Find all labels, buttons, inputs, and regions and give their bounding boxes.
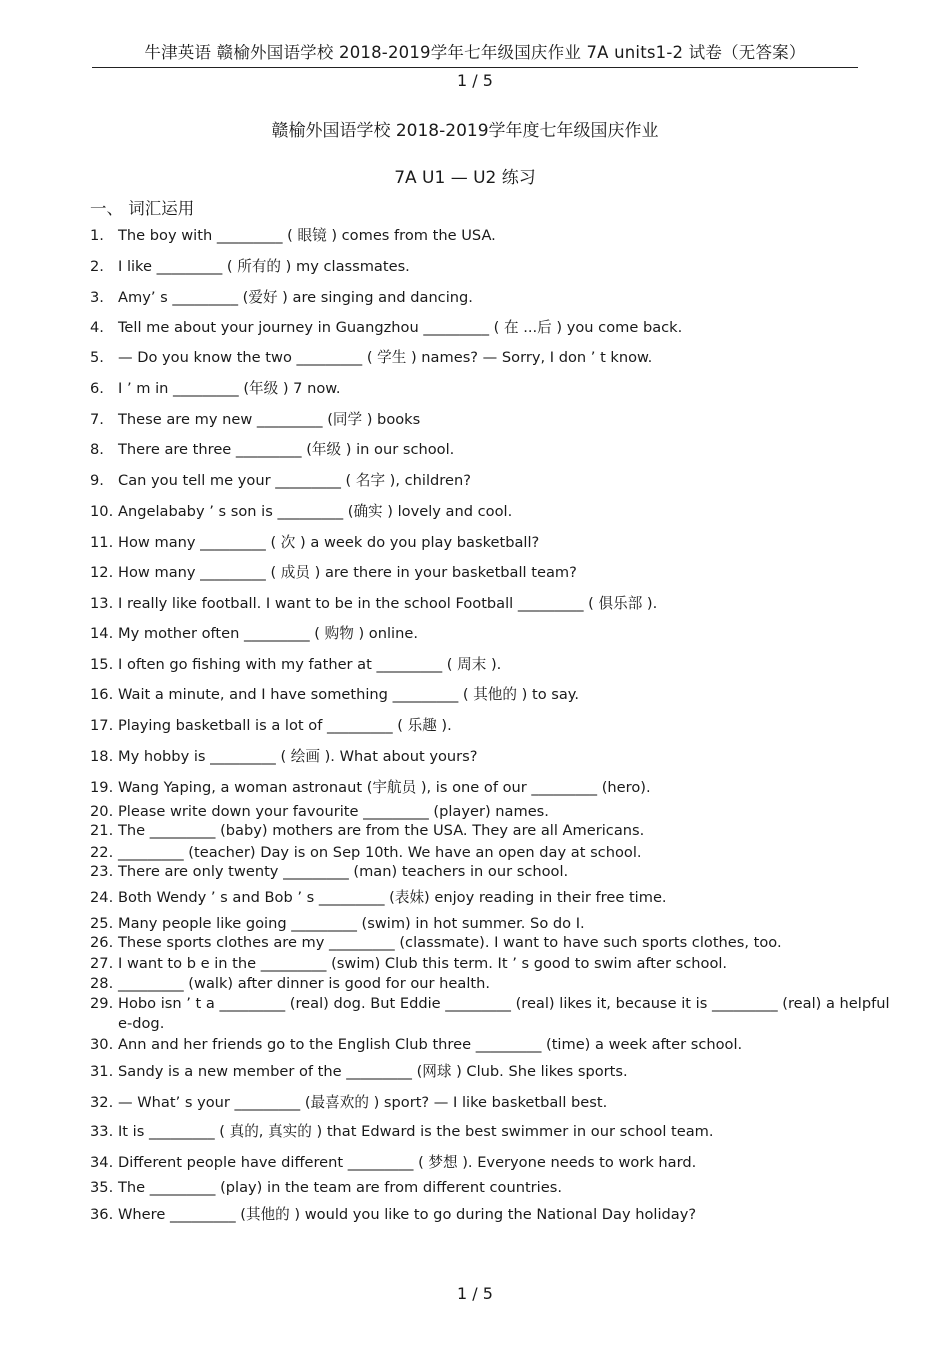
question-text: _________ (walk) after dinner is good for our health. (118, 975, 490, 992)
question-text: Hobo isn ’ t a _________ (real) dog. But Eddie _________ (real) likes it, because it is _________ (real) a helpful e-dog. (118, 995, 890, 1032)
question-number: 16. (90, 686, 114, 703)
question-item (90, 624, 890, 644)
question-text: How many _________ ( 次 ) a week do you play basketball? (118, 534, 540, 551)
question-text: — What’ s your _________ (最喜欢的 ) sport? — I like basketball best. (118, 1094, 608, 1111)
question-text: The boy with _________ ( 眼镜 ) comes from the USA. (118, 227, 496, 244)
page-indicator-top: 1 / 5 (457, 71, 493, 90)
question-item (90, 914, 890, 934)
document-title: 赣榆外国语学校 2018-2019学年度七年级国庆作业 (271, 121, 659, 141)
question-number: 25. (90, 915, 114, 932)
question-number: 9. (90, 472, 104, 489)
question-text: I like _________ ( 所有的 ) my classmates. (118, 258, 410, 275)
question-number: 29. (90, 995, 114, 1012)
question-item (90, 933, 890, 953)
question-item (90, 1062, 890, 1082)
section-heading: 一、 词汇运用 (90, 199, 195, 218)
question-item (90, 379, 890, 399)
question-text: These are my new _________ (同学 ) books (118, 411, 421, 428)
question-text: How many _________ ( 成员 ) are there in your basketball team? (118, 564, 577, 581)
question-item (90, 716, 890, 736)
question-number: 8. (90, 441, 104, 458)
question-number: 3. (90, 289, 104, 306)
question-number: 27. (90, 955, 114, 972)
question-item (90, 594, 890, 614)
question-number: 15. (90, 656, 114, 673)
question-item (90, 348, 890, 368)
question-text: There are only twenty _________ (man) teachers in our school. (118, 863, 569, 880)
page-indicator-bottom: 1 / 5 (457, 1284, 493, 1303)
question-number: 33. (90, 1123, 114, 1140)
running-header: 牛津英语 赣榆外国语学校 2018-2019学年七年级国庆作业 7A units1-2 试卷（无答案） (144, 43, 806, 62)
question-number: 1. (90, 227, 104, 244)
question-item (90, 747, 890, 767)
question-number: 7. (90, 411, 104, 428)
question-text: Ann and her friends go to the English Club three _________ (time) a week after school. (118, 1036, 743, 1053)
question-text: I want to b e in the _________ (swim) Club this term. It ’ s good to swim after school. (118, 955, 728, 972)
question-number: 4. (90, 319, 104, 336)
question-text: Please write down your favourite _________ (player) names. (118, 803, 549, 820)
question-item (90, 502, 890, 522)
question-item (90, 533, 890, 553)
header-divider (92, 67, 858, 68)
question-text: Angelababy ’ s son is _________ (确实 ) lovely and cool. (118, 503, 513, 520)
question-item (90, 685, 890, 705)
question-text: The _________ (baby) mothers are from the USA. They are all Americans. (118, 822, 645, 839)
question-number: 21. (90, 822, 114, 839)
question-number: 22. (90, 844, 114, 861)
question-item (90, 318, 890, 338)
question-text: Different people have different _________ ( 梦想 ). Everyone needs to work hard. (118, 1154, 697, 1171)
question-number: 5. (90, 349, 104, 366)
question-text: Amy’ s _________ (爱好 ) are singing and dancing. (118, 289, 473, 306)
question-item (90, 1153, 890, 1173)
question-item (90, 888, 890, 908)
question-number: 11. (90, 534, 114, 551)
question-text: Many people like going _________ (swim) in hot summer. So do I. (118, 915, 585, 932)
question-text: Where _________ (其他的 ) would you like to go during the National Day holiday? (118, 1206, 697, 1223)
question-number: 17. (90, 717, 114, 734)
question-number: 26. (90, 934, 114, 951)
question-number: 28. (90, 975, 114, 992)
question-text: Can you tell me your _________ ( 名字 ), children? (118, 472, 471, 489)
question-text: Both Wendy ’ s and Bob ’ s _________ (表妹) enjoy reading in their free time. (118, 889, 667, 906)
question-item (90, 226, 890, 246)
question-item (90, 288, 890, 308)
question-item (90, 1035, 890, 1055)
question-text: Wang Yaping, a woman astronaut (宇航员 ), is one of our _________ (hero). (118, 779, 651, 796)
question-item (90, 440, 890, 460)
question-number: 2. (90, 258, 104, 275)
question-item (90, 563, 890, 583)
question-text: _________ (teacher) Day is on Sep 10th. We have an open day at school. (118, 844, 642, 861)
question-number: 10. (90, 503, 114, 520)
question-number: 36. (90, 1206, 114, 1223)
question-text: Wait a minute, and I have something _________ ( 其他的 ) to say. (118, 686, 579, 703)
question-item (90, 954, 890, 974)
question-item (90, 821, 890, 841)
question-text: I ’ m in _________ (年级 ) 7 now. (118, 380, 341, 397)
question-text: The _________ (play) in the team are from different countries. (118, 1179, 562, 1196)
question-number: 20. (90, 803, 114, 820)
question-text: These sports clothes are my _________ (classmate). I want to have such sports clothes, too. (118, 934, 782, 951)
question-number: 18. (90, 748, 114, 765)
question-item (90, 778, 890, 798)
question-item (90, 1205, 890, 1225)
question-item (90, 471, 890, 491)
question-item (90, 802, 890, 822)
question-text: I often go fishing with my father at _________ ( 周末 ). (118, 656, 502, 673)
question-text: Tell me about your journey in Guangzhou _________ ( 在 ...后 ) you come back. (118, 319, 683, 336)
question-text: Playing basketball is a lot of _________ ( 乐趣 ). (118, 717, 452, 734)
question-number: 32. (90, 1094, 114, 1111)
question-number: 31. (90, 1063, 114, 1080)
question-number: 13. (90, 595, 114, 612)
document-subtitle: 7A U1 — U2 练习 (394, 168, 536, 188)
question-number: 23. (90, 863, 114, 880)
question-number: 14. (90, 625, 114, 642)
question-text: I really like football. I want to be in the school Football _________ ( 俱乐部 ). (118, 595, 658, 612)
question-number: 30. (90, 1036, 114, 1053)
question-text: My hobby is _________ ( 绘画 ). What about yours? (118, 748, 478, 765)
question-item (90, 1093, 890, 1113)
question-item (90, 994, 890, 1034)
question-item (90, 1122, 890, 1142)
question-item (90, 257, 890, 277)
question-item (90, 655, 890, 675)
question-item (90, 862, 890, 882)
question-item (90, 974, 890, 994)
question-text: There are three _________ (年级 ) in our school. (118, 441, 455, 458)
question-text: Sandy is a new member of the _________ (网球 ) Club. She likes sports. (118, 1063, 628, 1080)
question-item (90, 1178, 890, 1198)
question-number: 35. (90, 1179, 114, 1196)
question-item (90, 843, 890, 863)
question-number: 34. (90, 1154, 114, 1171)
question-item (90, 410, 890, 430)
question-text: It is _________ ( 真的, 真实的 ) that Edward is the best swimmer in our school team. (118, 1123, 714, 1140)
question-number: 6. (90, 380, 104, 397)
question-text: — Do you know the two _________ ( 学生 ) names? — Sorry, I don ’ t know. (118, 349, 653, 366)
question-text: My mother often _________ ( 购物 ) online. (118, 625, 418, 642)
question-number: 19. (90, 779, 114, 796)
question-number: 12. (90, 564, 114, 581)
question-number: 24. (90, 889, 114, 906)
